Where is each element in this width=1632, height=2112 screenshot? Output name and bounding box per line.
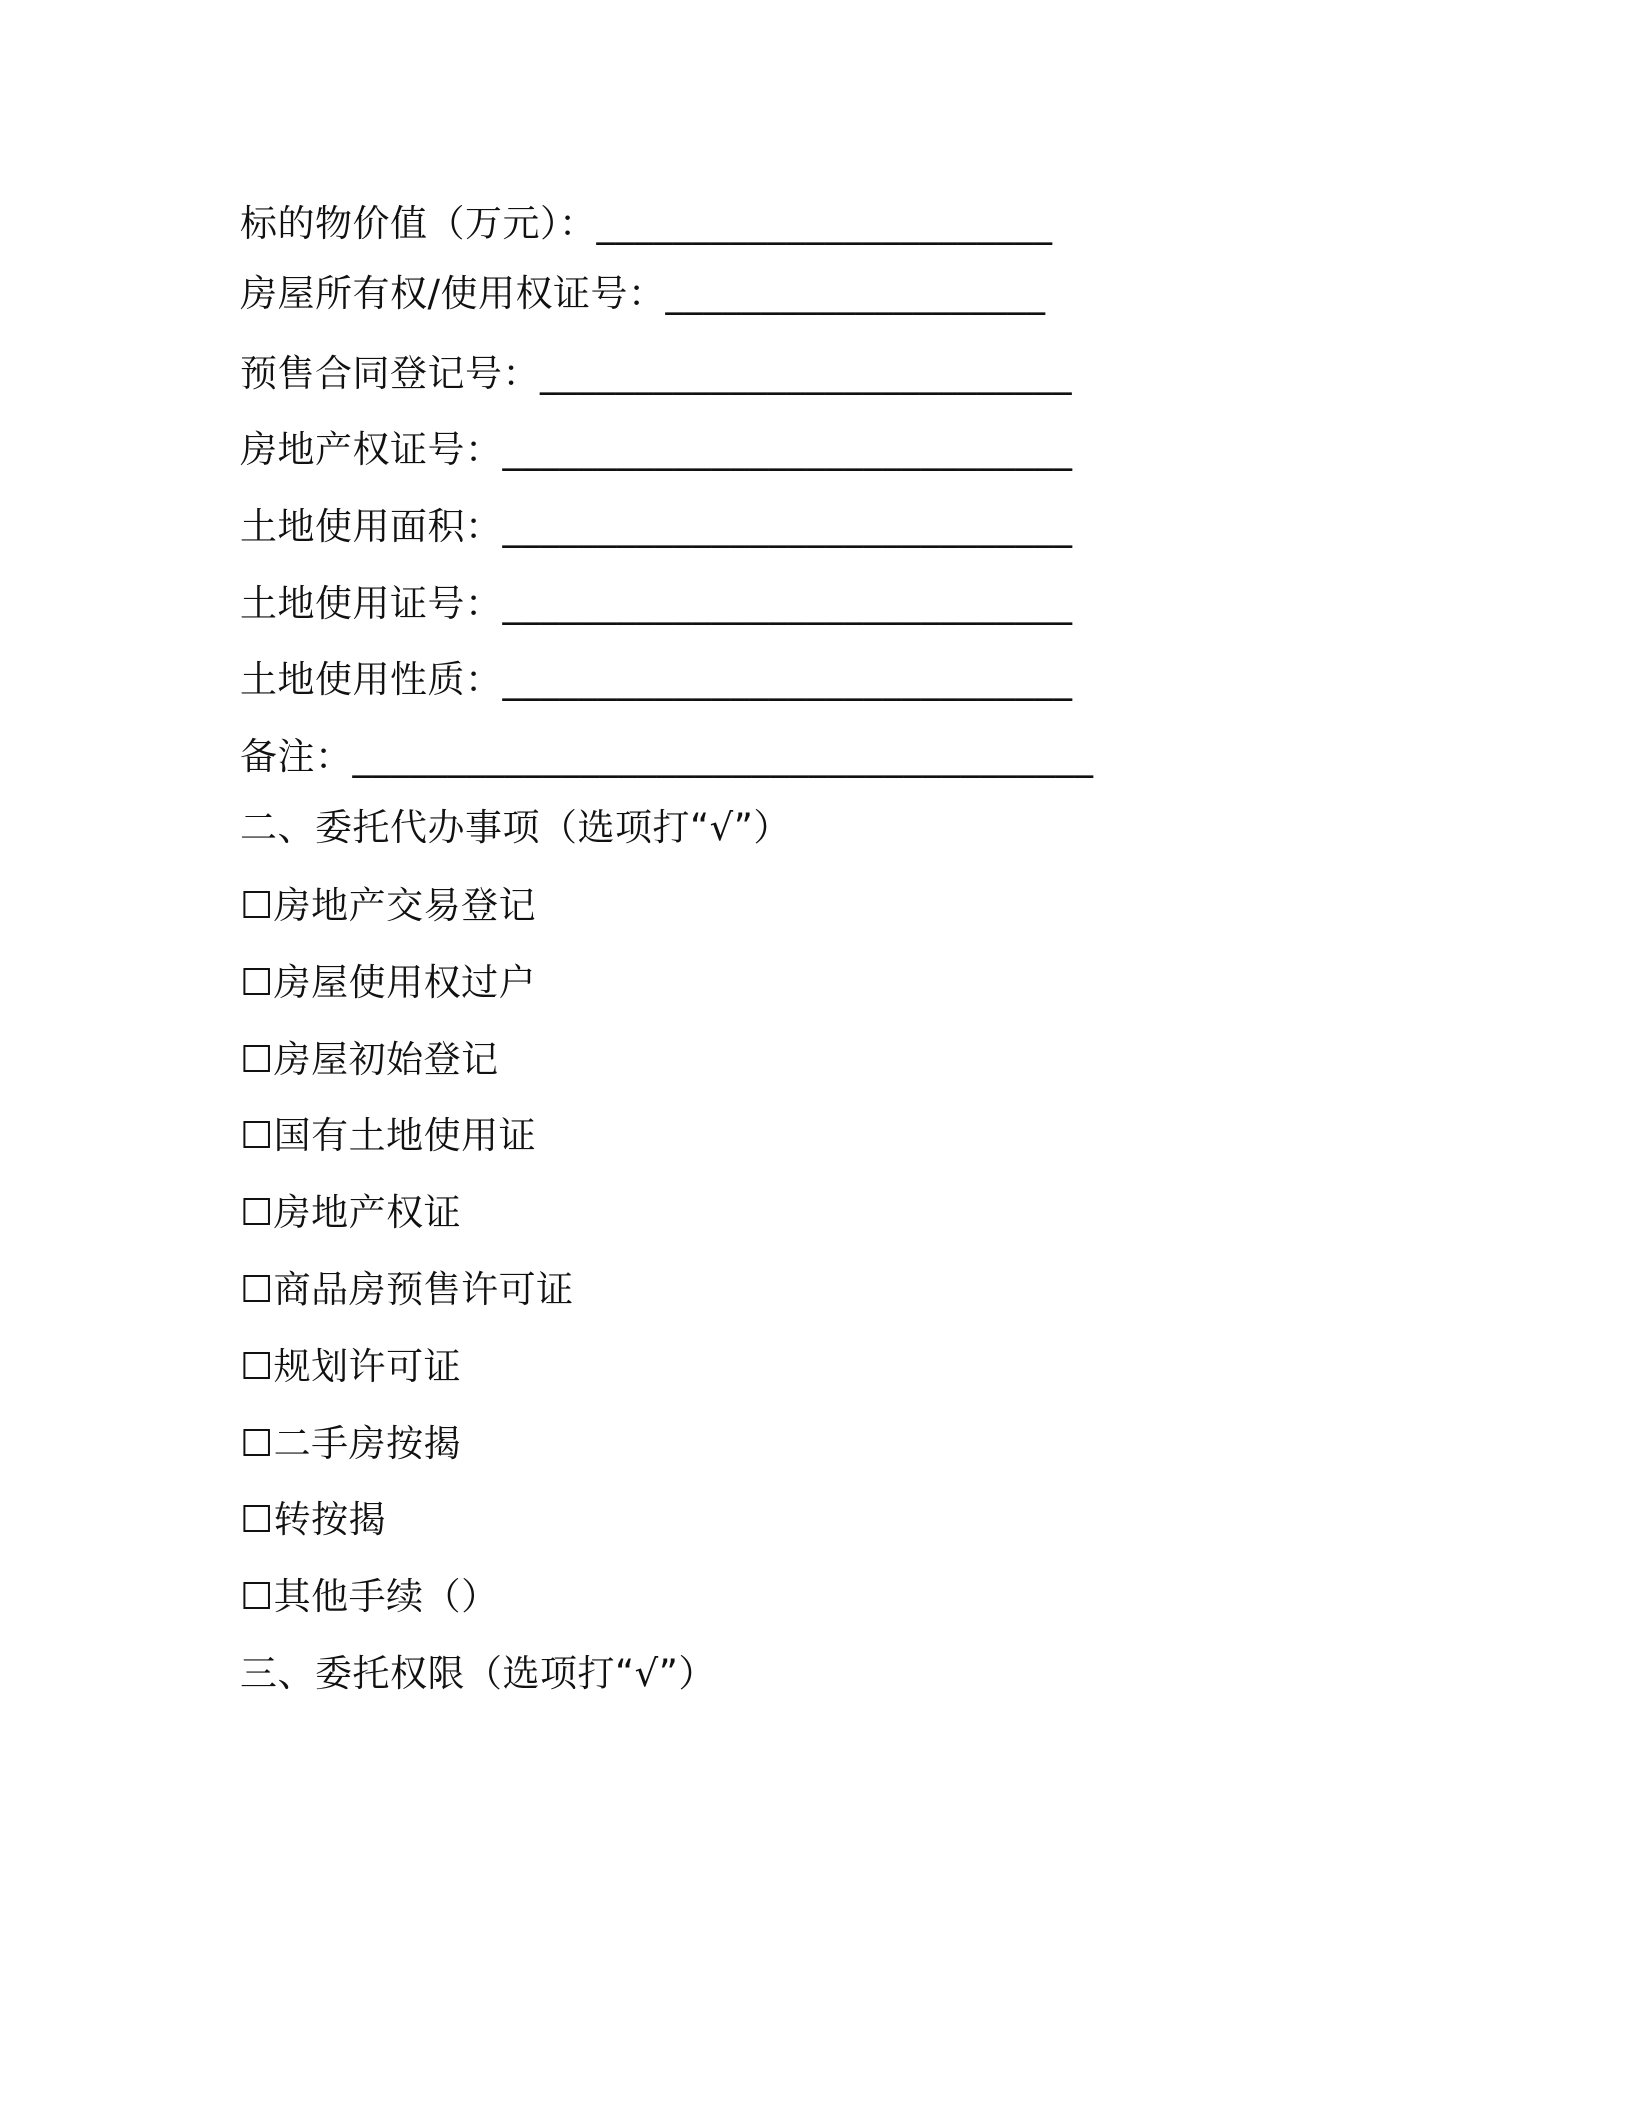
field-subject-value bbox=[240, 202, 1053, 246]
checkbox-item[interactable] bbox=[240, 1191, 461, 1235]
checkbox-item[interactable] bbox=[240, 1575, 499, 1619]
checkbox-item[interactable] bbox=[240, 1498, 386, 1542]
field-presale-contract-no bbox=[240, 352, 1072, 396]
field-label: 标的物价值（万元）： bbox=[240, 202, 597, 245]
field-label: 房屋所有权/使用权证号： bbox=[240, 272, 666, 315]
checkbox-item[interactable] bbox=[240, 1038, 499, 1082]
checkbox-label: 规划许可证 bbox=[273, 1345, 462, 1388]
checkbox-icon[interactable]: ☐ bbox=[240, 884, 274, 927]
field-blank: ____________________ bbox=[665, 272, 1046, 315]
field-label: 预售合同登记号： bbox=[240, 352, 540, 395]
checkbox-item[interactable] bbox=[240, 884, 536, 928]
checkbox-icon[interactable]: ☐ bbox=[240, 961, 274, 1004]
field-remarks bbox=[240, 735, 1094, 779]
field-blank: ______________________________ bbox=[502, 428, 1073, 471]
field-property-cert-no bbox=[240, 428, 1073, 472]
field-blank: ________________________ bbox=[596, 202, 1053, 245]
field-label: 土地使用证号： bbox=[240, 582, 503, 625]
field-blank: ______________________________ bbox=[502, 505, 1073, 548]
checkbox-icon[interactable]: ☐ bbox=[240, 1422, 274, 1465]
field-label: 土地使用面积： bbox=[240, 505, 503, 548]
checkbox-label: 国有土地使用证 bbox=[273, 1114, 537, 1157]
checkbox-icon[interactable]: ☐ bbox=[240, 1114, 274, 1157]
field-blank: ____________________________ bbox=[540, 352, 1072, 395]
checkbox-label: 二手房按揭 bbox=[273, 1422, 462, 1465]
checkbox-icon[interactable]: ☐ bbox=[240, 1345, 274, 1388]
checkbox-icon[interactable]: ☐ bbox=[240, 1268, 274, 1311]
checkbox-label: 房屋初始登记 bbox=[273, 1038, 499, 1081]
checkbox-label: 房地产交易登记 bbox=[273, 884, 537, 927]
checkbox-label: 商品房预售许可证 bbox=[273, 1268, 574, 1311]
field-label: 房地产权证号： bbox=[240, 428, 503, 471]
checkbox-item[interactable] bbox=[240, 1114, 536, 1158]
field-blank: ______________________________ bbox=[502, 658, 1073, 701]
section-heading-delegated-authority: 三、委托权限（选项打“√”） bbox=[240, 1652, 716, 1695]
checkbox-icon[interactable]: ☐ bbox=[240, 1498, 274, 1541]
field-land-cert-no bbox=[240, 582, 1073, 626]
checkbox-icon[interactable]: ☐ bbox=[240, 1038, 274, 1081]
checkbox-item[interactable] bbox=[240, 961, 536, 1005]
field-land-use-nature bbox=[240, 658, 1073, 702]
checkbox-icon[interactable]: ☐ bbox=[240, 1575, 274, 1618]
field-label: 备注： bbox=[240, 735, 353, 778]
field-land-area bbox=[240, 505, 1073, 549]
checkbox-label: 转按揭 bbox=[273, 1498, 387, 1541]
field-blank: ______________________________ bbox=[502, 582, 1073, 625]
checkbox-item[interactable] bbox=[240, 1268, 574, 1312]
checkbox-label: 房屋使用权过户 bbox=[273, 961, 537, 1004]
checkbox-item[interactable] bbox=[240, 1345, 461, 1389]
field-ownership-cert-no bbox=[240, 272, 1045, 316]
field-label: 土地使用性质： bbox=[240, 658, 503, 701]
checkbox-label: 其他手续（） bbox=[273, 1575, 499, 1618]
section-heading-delegated-matters: 二、委托代办事项（选项打“√”） bbox=[240, 806, 791, 849]
checkbox-label: 房地产权证 bbox=[273, 1191, 462, 1234]
field-blank: _______________________________________ bbox=[352, 735, 1094, 778]
checkbox-item[interactable] bbox=[240, 1422, 461, 1466]
checkbox-icon[interactable]: ☐ bbox=[240, 1191, 274, 1234]
